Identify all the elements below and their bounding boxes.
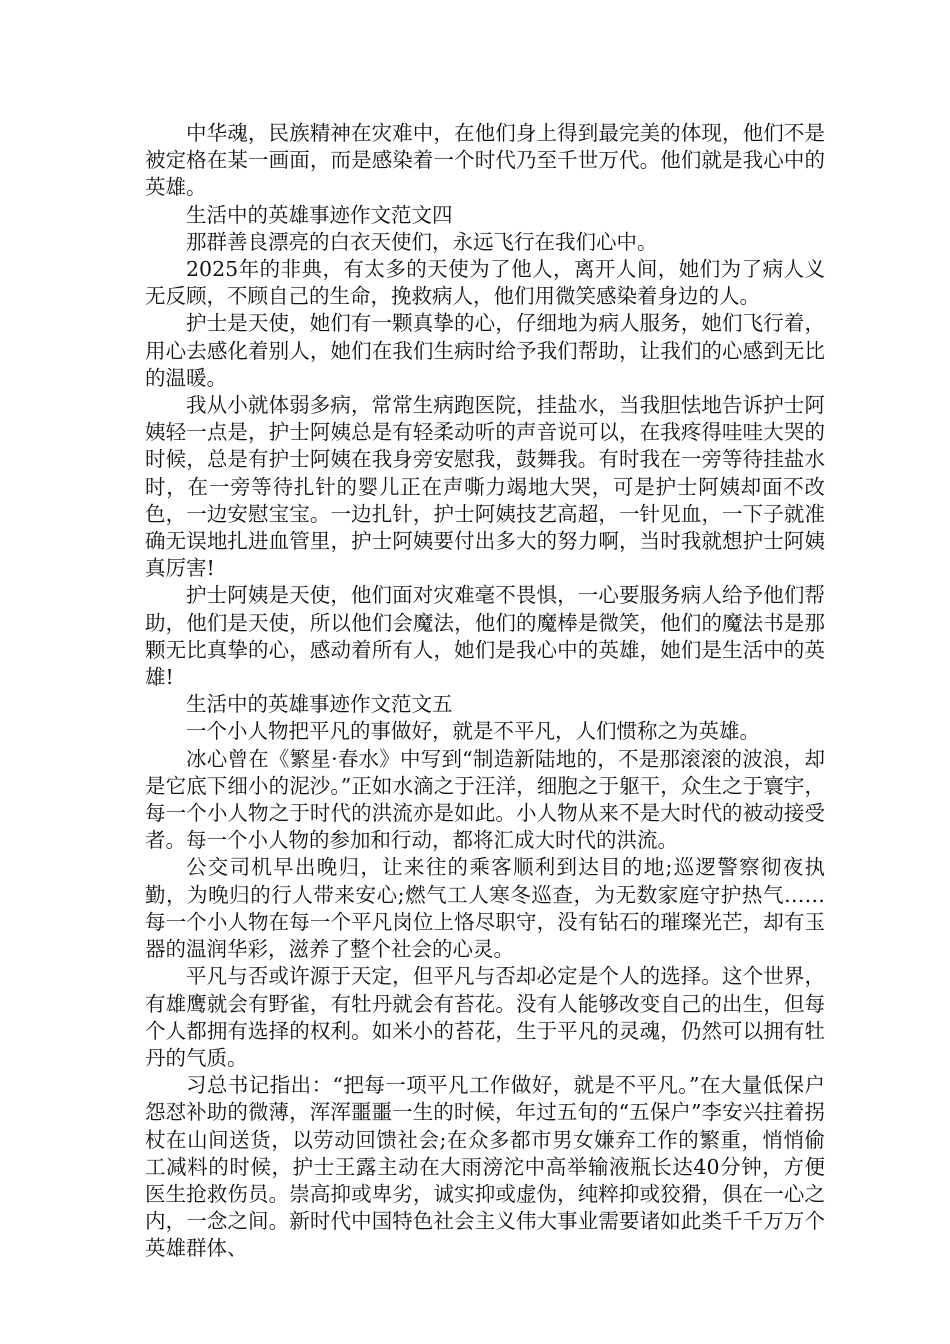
section-heading-five: 生活中的英雄事迹作文范文五 [186, 692, 453, 717]
paragraph: 冰心曾在《繁星·春水》中写到“制造新陆地的，不是那滚滚的波浪，却是它底下细小的泥沙。”正如水滴之于汪洋，细胞之于躯干，众生之于寰宇，每一个小人物之于时代的洪流亦是如此。小人物从来不是大时代的被动接受者。每一个小人物的参加和行动，都将汇成大时代的洪流。 [145, 746, 825, 853]
paragraph: 我从小就体弱多病，常常生病跑医院，挂盐水，当我胆怯地告诉护士阿姨轻一点是，护士阿姨总是有轻柔动听的声音说可以，在我疼得哇哇大哭的时候，总是有护士阿姨在我身旁安慰我，鼓舞我。有时我在一旁等待挂盐水时，在一旁等待扎针的婴儿正在声嘶力竭地大哭，可是护士阿姨却面不改色，一边安慰宝宝。一边扎针，护士阿姨技艺高超，一针见血，一下子就准确无误地扎进血管里，护士阿姨要付出多大的努力啊，当时我就想护士阿姨真厉害! [145, 393, 825, 581]
document-page [145, 120, 825, 1263]
paragraph: 2025年的非典，有太多的天使为了他人，离开人间，她们为了病人义无反顾，不顾自己的生命，挽救病人，他们用微笑感染着身边的人。 [145, 257, 825, 309]
paragraph: 护士是天使，她们有一颗真挚的心，仔细地为病人服务，她们飞行着，用心去感化着别人，她们在我们生病时给予我们帮助，让我们的心感到无比的温暖。 [145, 311, 825, 390]
paragraph: 平凡与否或许源于天定，但平凡与否却必定是个人的选择。这个世界，有雄鹰就会有野雀，有牡丹就会有苔花。没有人能够改变自己的出生，但每个人都拥有选择的权利。如米小的苔花，生于平凡的灵魂，仍然可以拥有牡丹的气质。 [145, 964, 825, 1070]
paragraph: 那群善良漂亮的白衣天使们，永远飞行在我们心中。 [186, 229, 658, 254]
section-heading-four: 生活中的英雄事迹作文范文四 [186, 202, 453, 227]
paragraph: 公交司机早出晚归，让来往的乘客顺利到达目的地;巡逻警察彻夜执勤，为晚归的行人带来安心;燃气工人寒冬巡查，为无数家庭守护热气……每一个小人物在每一个平凡岗位上恪尽职守，没有钻石的璀璨光芒，却有玉器的温润华彩，滋养了整个社会的心灵。 [145, 855, 825, 962]
paragraph: 护士阿姨是天使，他们面对灾难毫不畏惧，一心要服务病人给予他们帮助，他们是天使，所以他们会魔法，他们的魔棒是微笑，他们的魔法书是那颗无比真挚的心，感动着所有人，她们是我心中的英雄，她们是生活中的英雄! [145, 583, 825, 690]
paragraph: 一个小人物把平凡的事做好，就是不平凡，人们惯称之为英雄。 [186, 719, 760, 744]
paragraph-intro-conclusion: 中华魂，民族精神在灾难中，在他们身上得到最完美的体现，他们不是被定格在某一画面，而是感染着一个时代乃至千世万代。他们就是我心中的英雄。 [145, 121, 825, 200]
paragraph: 习总书记指出：“把每一项平凡工作做好，就是不平凡。”在大量低保户怨怼补助的微薄，浑浑噩噩一生的时候，年过五旬的“五保户”李安兴拄着拐杖在山间送货，以劳动回馈社会;在众多都市男女嫌弃工作的繁重，悄悄偷工减料的时候，护士王露主动在大雨滂沱中高举输液瓶长达40分钟，方便医生抢救伤员。崇高抑或卑劣，诚实抑或虚伪，纯粹抑或狡猾，俱在一心之内，一念之间。新时代中国特色社会主义伟大事业需要诸如此类千千万万个英雄群体、 [145, 1073, 825, 1261]
